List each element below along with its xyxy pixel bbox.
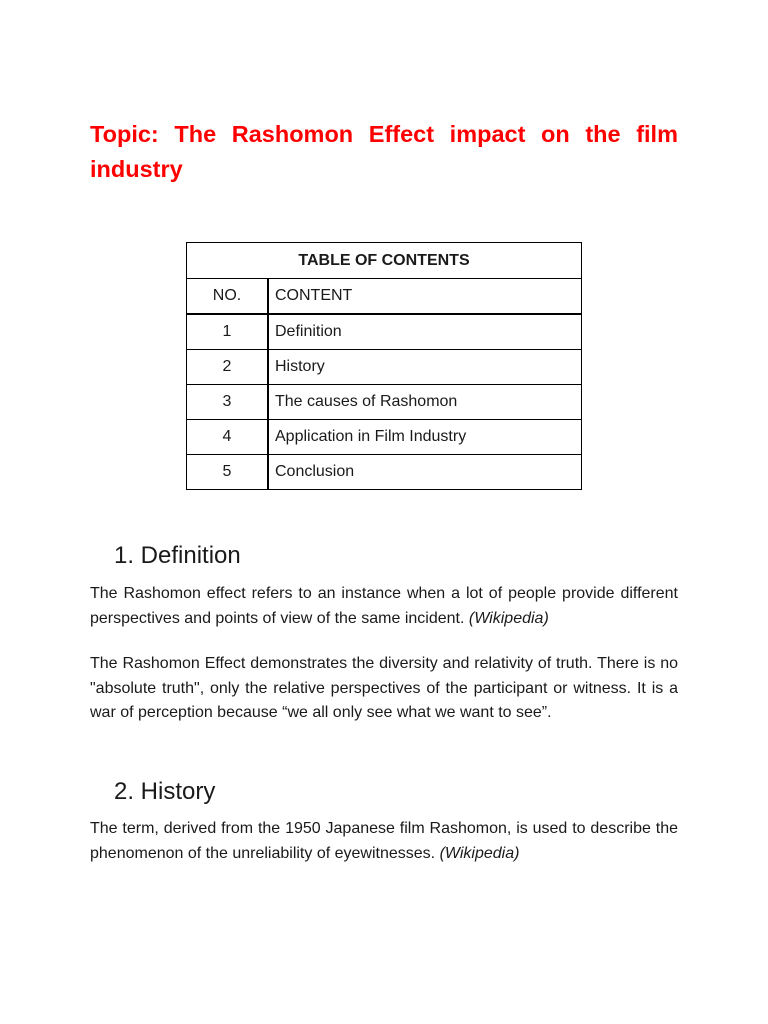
toc-row-content: Definition xyxy=(268,314,582,350)
toc-row-content: The causes of Rashomon xyxy=(268,385,582,420)
table-row xyxy=(187,385,582,420)
toc-column-content: CONTENT xyxy=(268,279,582,315)
toc-row-number: 2 xyxy=(187,350,269,385)
table-of-contents xyxy=(186,242,582,490)
toc-row-content: Conclusion xyxy=(268,455,582,490)
document-topic-title: Topic: The Rashomon Effect impact on the film industry xyxy=(90,121,678,182)
table-row xyxy=(187,420,582,455)
paragraph-text: The term, derived from the 1950 Japanese film Rashomon, is used to describe the phenomenon of the unreliability of eyewitnesses. xyxy=(90,820,678,862)
table-row xyxy=(187,350,582,385)
paragraph-text: The Rashomon effect refers to an instance when a lot of people provide different perspectives and points of view of the same incident. xyxy=(90,585,678,627)
toc-row-content: Application in Film Industry xyxy=(268,420,582,455)
toc-row-number: 3 xyxy=(187,385,269,420)
toc-row-number: 5 xyxy=(187,455,269,490)
toc-row-number: 1 xyxy=(187,314,269,350)
section-heading-history: 2. History xyxy=(114,778,216,805)
table-row xyxy=(187,314,582,350)
citation: (Wikipedia) xyxy=(439,844,520,862)
history-paragraph-1 xyxy=(90,817,678,866)
citation: (Wikipedia) xyxy=(468,609,549,627)
definition-paragraph-1 xyxy=(90,582,678,631)
definition-paragraph-2: The Rashomon Effect demonstrates the diversity and relativity of truth. There is no "absolute truth", only the relative perspectives of the participant or witness. It is a war of perception because “we all only see what we want to see”. xyxy=(90,655,678,721)
toc-title: TABLE OF CONTENTS xyxy=(187,243,582,279)
table-row xyxy=(187,455,582,490)
toc-row-content: History xyxy=(268,350,582,385)
toc-row-number: 4 xyxy=(187,420,269,455)
section-heading-definition: 1. Definition xyxy=(114,542,241,569)
toc-column-no: NO. xyxy=(187,279,269,315)
